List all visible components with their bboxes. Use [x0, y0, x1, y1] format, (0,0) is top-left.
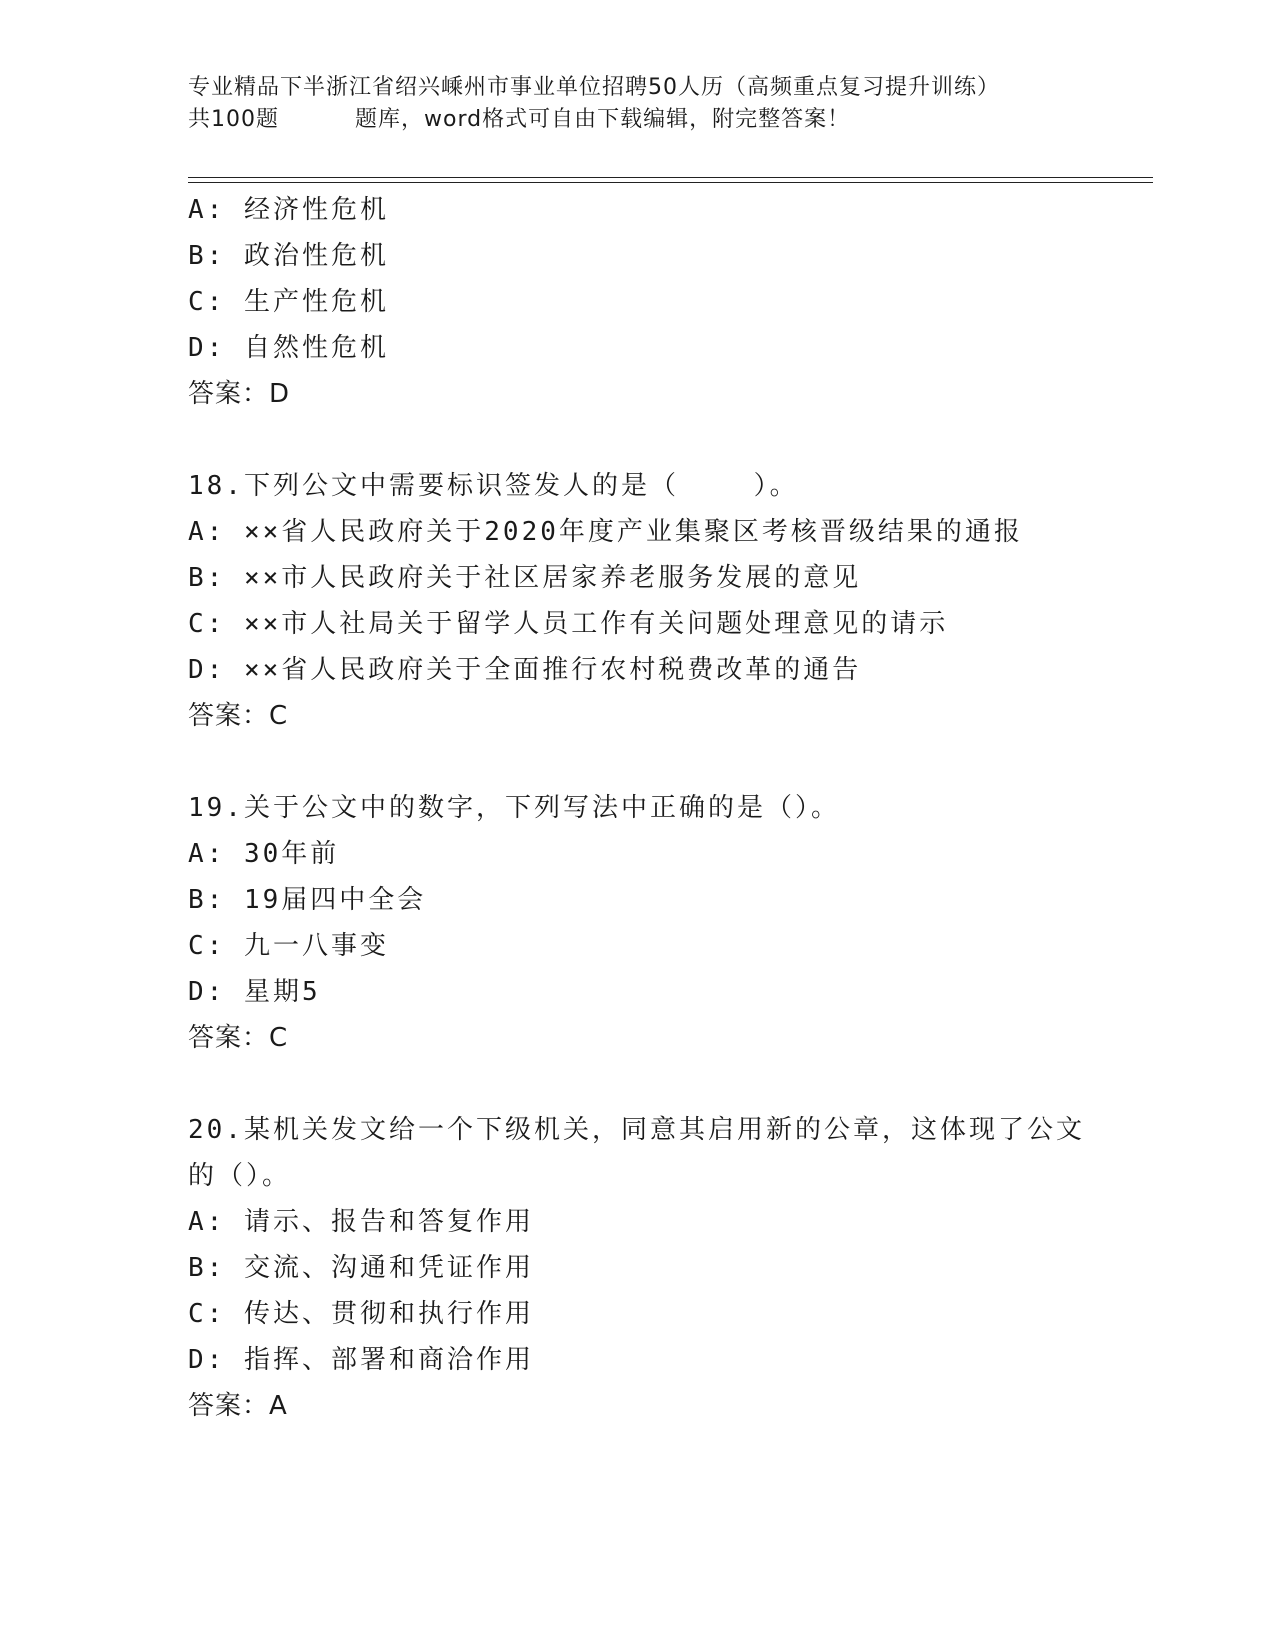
option-a: A: ××省人民政府关于2020年度产业集聚区考核晋级结果的通报 [188, 517, 1023, 547]
question-17 [188, 187, 1088, 417]
header-subtitle-line [188, 104, 1088, 136]
header-description: 题库，word格式可自由下载编辑，附完整答案！ [355, 107, 851, 132]
answer: 答案：C [188, 1023, 289, 1053]
option-d: D: ××省人民政府关于全面推行农村税费改革的通告 [188, 655, 862, 685]
question-stem-line1: 20.某机关发文给一个下级机关，同意其启用新的公章，这体现了公文 [188, 1115, 1085, 1145]
document-header [188, 72, 1088, 136]
option-a: A: 请示、报告和答复作用 [188, 1207, 534, 1237]
option-a: A: 经济性危机 [188, 195, 389, 225]
question-19 [188, 785, 1088, 1061]
question-20 [188, 1107, 1088, 1429]
answer: 答案：A [188, 1391, 288, 1421]
answer: 答案：D [188, 379, 291, 409]
question-stem: 19.关于公文中的数字，下列写法中正确的是（）。 [188, 793, 840, 823]
question-separator [188, 739, 1088, 785]
question-stem-line2: 的（）。 [188, 1161, 292, 1191]
header-title-line: 专业精品下半浙江省绍兴嵊州市事业单位招聘50人历（高频重点复习提升训练） [188, 75, 1000, 100]
option-a: A: 30年前 [188, 839, 340, 869]
question-separator [188, 417, 1088, 463]
header-divider-bottom [188, 182, 1153, 183]
question-list [188, 187, 1088, 1429]
option-b: B: 政治性危机 [188, 241, 389, 271]
option-b: B: ××市人民政府关于社区居家养老服务发展的意见 [188, 563, 862, 593]
option-c: C: 九一八事变 [188, 931, 389, 961]
option-b: B: 交流、沟通和凭证作用 [188, 1253, 534, 1283]
option-b: B: 19届四中全会 [188, 885, 427, 915]
option-d: D: 星期5 [188, 977, 321, 1007]
question-18 [188, 463, 1088, 739]
option-c: C: 传达、贯彻和执行作用 [188, 1299, 534, 1329]
question-separator [188, 1061, 1088, 1107]
question-stem: 18.下列公文中需要标识签发人的是（ ）。 [188, 471, 799, 501]
option-c: C: 生产性危机 [188, 287, 389, 317]
header-divider-top [188, 177, 1153, 178]
header-question-count: 共100题 [188, 107, 279, 132]
option-c: C: ××市人社局关于留学人员工作有关问题处理意见的请示 [188, 609, 949, 639]
option-d: D: 自然性危机 [188, 333, 389, 363]
answer: 答案：C [188, 701, 289, 731]
option-d: D: 指挥、部署和商洽作用 [188, 1345, 534, 1375]
